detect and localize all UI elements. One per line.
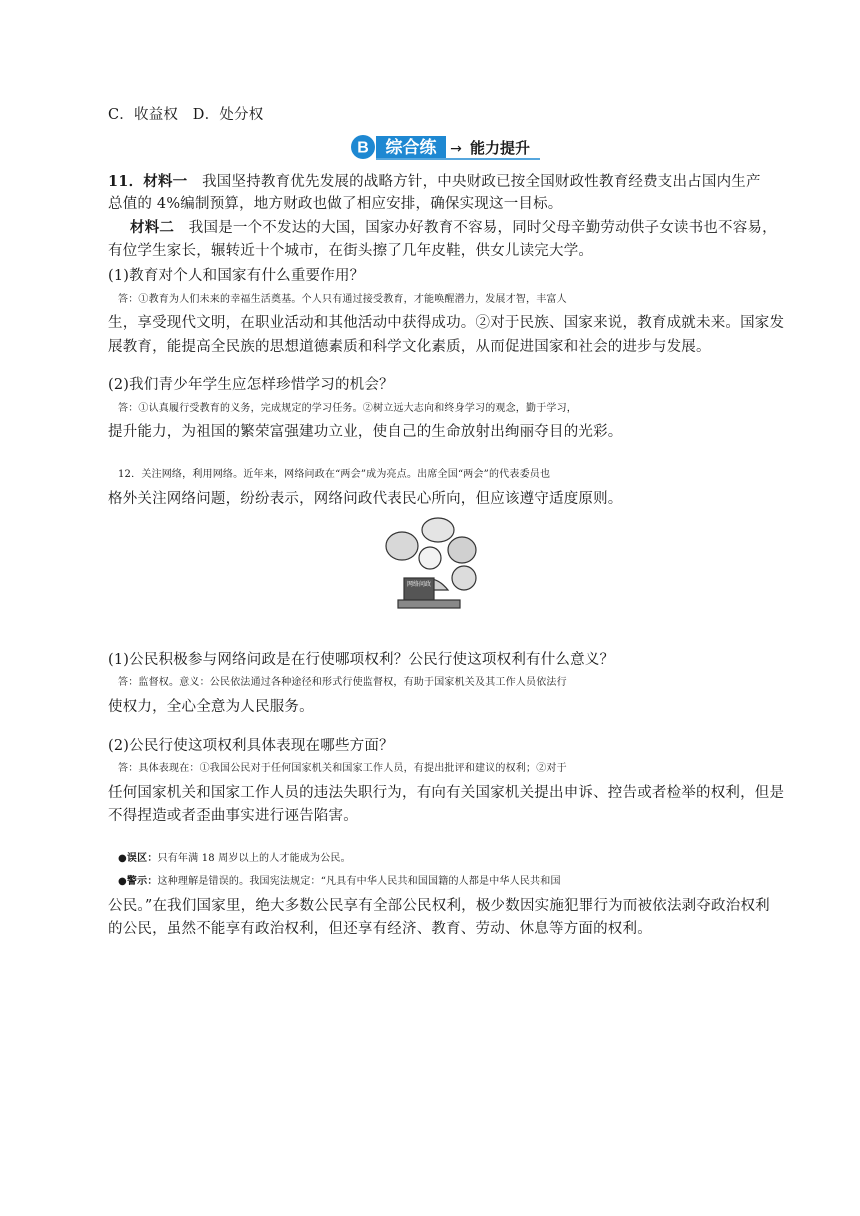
warning-text1: 这种理解是错误的。我国宪法规定：“凡具有中华人民共和国国籍的人都是中华人民共和国 <box>157 876 561 887</box>
q12-sub1-answer-line2: 使权力，全心全意为人民服务。 <box>108 699 314 715</box>
q11-material1-label: 11．材料一 <box>108 173 188 190</box>
monitor-sign: 网络问政 <box>406 581 432 588</box>
q11-material1-line2: 总值的 4%编制预算，地方财政也做了相应安排，确保实现这一目标。 <box>108 196 563 212</box>
options-line: C．收益权 D．处分权 <box>108 107 264 123</box>
q12-stem-line1: 12．关注网络，利用网络。近年来，网络问政在“两会”成为亮点。出席全国“两会”的代表委员也 <box>118 469 551 480</box>
online-politics-illustration <box>382 516 478 612</box>
q11-sub2-question: (2)我们青少年学生应怎样珍惜学习的机会？ <box>108 377 394 393</box>
q12-sub2-answer-line1: 答：具体表现在：①我国公民对于任何国家机关和国家工作人员，有提出批评和建议的权利；②对于 <box>118 763 567 774</box>
q12-sub2-answer-line3: 不得捏造或者歪曲事实进行诬告陷害。 <box>108 808 358 824</box>
q12-sub1-answer-line1: 答：监督权。意义：公民依法通过各种途径和形式行使监督权，有助于国家机关及其工作人员依法行 <box>118 677 567 688</box>
warning-line3: 的公民，虽然不能享有政治权利，但还享有经济、教育、劳动、休息等方面的权利。 <box>108 921 652 937</box>
banner-letter: B <box>357 139 369 157</box>
left-thought-cloud <box>386 532 418 560</box>
mistake-note <box>118 849 794 869</box>
q11-material2-label: 材料二 <box>130 219 175 236</box>
warning-label: ●警示： <box>118 876 158 887</box>
banner-title: 综合练 <box>385 138 437 158</box>
warning-line1 <box>118 872 794 892</box>
q11-material2-line1 <box>130 218 784 238</box>
q12-sub2-answer-line2: 任何国家机关和国家工作人员的违法失职行为，有向有关国家机关提出申诉、控告或者检举的权利，但是 <box>108 785 785 801</box>
q11-material1-text1: 我国坚持教育优先发展的战略方针，中央财政已按全国财政性教育经费支出占国内生产 <box>187 174 761 190</box>
q12-sub2-question: (2)公民行使这项权利具体表现在哪些方面？ <box>108 738 394 754</box>
q11-material2-text1: 我国是一个不发达的大国，国家办好教育不容易，同时父母辛勤劳动供子女读书也不容易， <box>174 220 777 236</box>
top-thought-cloud <box>422 518 454 542</box>
q11-sub1-question: (1)教育对个人和国家有什么重要作用？ <box>108 268 365 284</box>
mistake-text: 只有年满 18 周岁以上的人才能成为公民。 <box>157 853 351 864</box>
q11-material1-line1 <box>108 172 784 192</box>
q11-sub2-answer-line2: 提升能力，为祖国的繁荣富强建功立业，使自己的生命放射出绚丽夺目的光彩。 <box>108 424 623 440</box>
q11-sub2-answer-line1: 答：①认真履行受教育的义务，完成规定的学习任务。②树立远大志向和终身学习的观念，勤于学习， <box>118 403 577 414</box>
section-banner <box>350 134 542 160</box>
mistake-label: ●误区： <box>118 853 158 864</box>
person-head <box>419 547 441 569</box>
q12-stem-line2: 格外关注网络问题，纷纷表示，网络问政代表民心所向，但应该遵守适度原则。 <box>108 491 623 507</box>
lower-thought-cloud <box>452 566 476 590</box>
banner-subtitle: 能力提升 <box>469 139 531 157</box>
banner-arrow: → <box>450 141 462 157</box>
q11-material2-line2: 有位学生家长，辗转近十个城市，在街头擦了几年皮鞋，供女儿读完大学。 <box>108 243 594 259</box>
q11-sub1-answer-line2: 生，享受现代文明，在职业活动和其他活动中获得成功。②对于民族、国家来说，教育成就未来。国家发 <box>108 315 785 331</box>
right-thought-cloud <box>448 537 476 563</box>
q11-sub1-answer-line1: 答：①教育为人们未来的幸福生活奠基。个人只有通过接受教育，才能唤醒潜力，发展才智，丰富人 <box>118 294 567 305</box>
warning-line2: 公民。”在我们国家里，绝大多数公民享有全部公民权利，极少数因实施犯罪行为而被依法剥夺政治权利 <box>108 898 770 914</box>
keyboard-desk <box>398 600 460 608</box>
q11-sub1-answer-line3: 展教育，能提高全民族的思想道德素质和科学文化素质，从而促进国家和社会的进步与发展。 <box>108 339 711 355</box>
q12-sub1-question: (1)公民积极参与网络问政是在行使哪项权利？公民行使这项权利有什么意义？ <box>108 652 615 668</box>
